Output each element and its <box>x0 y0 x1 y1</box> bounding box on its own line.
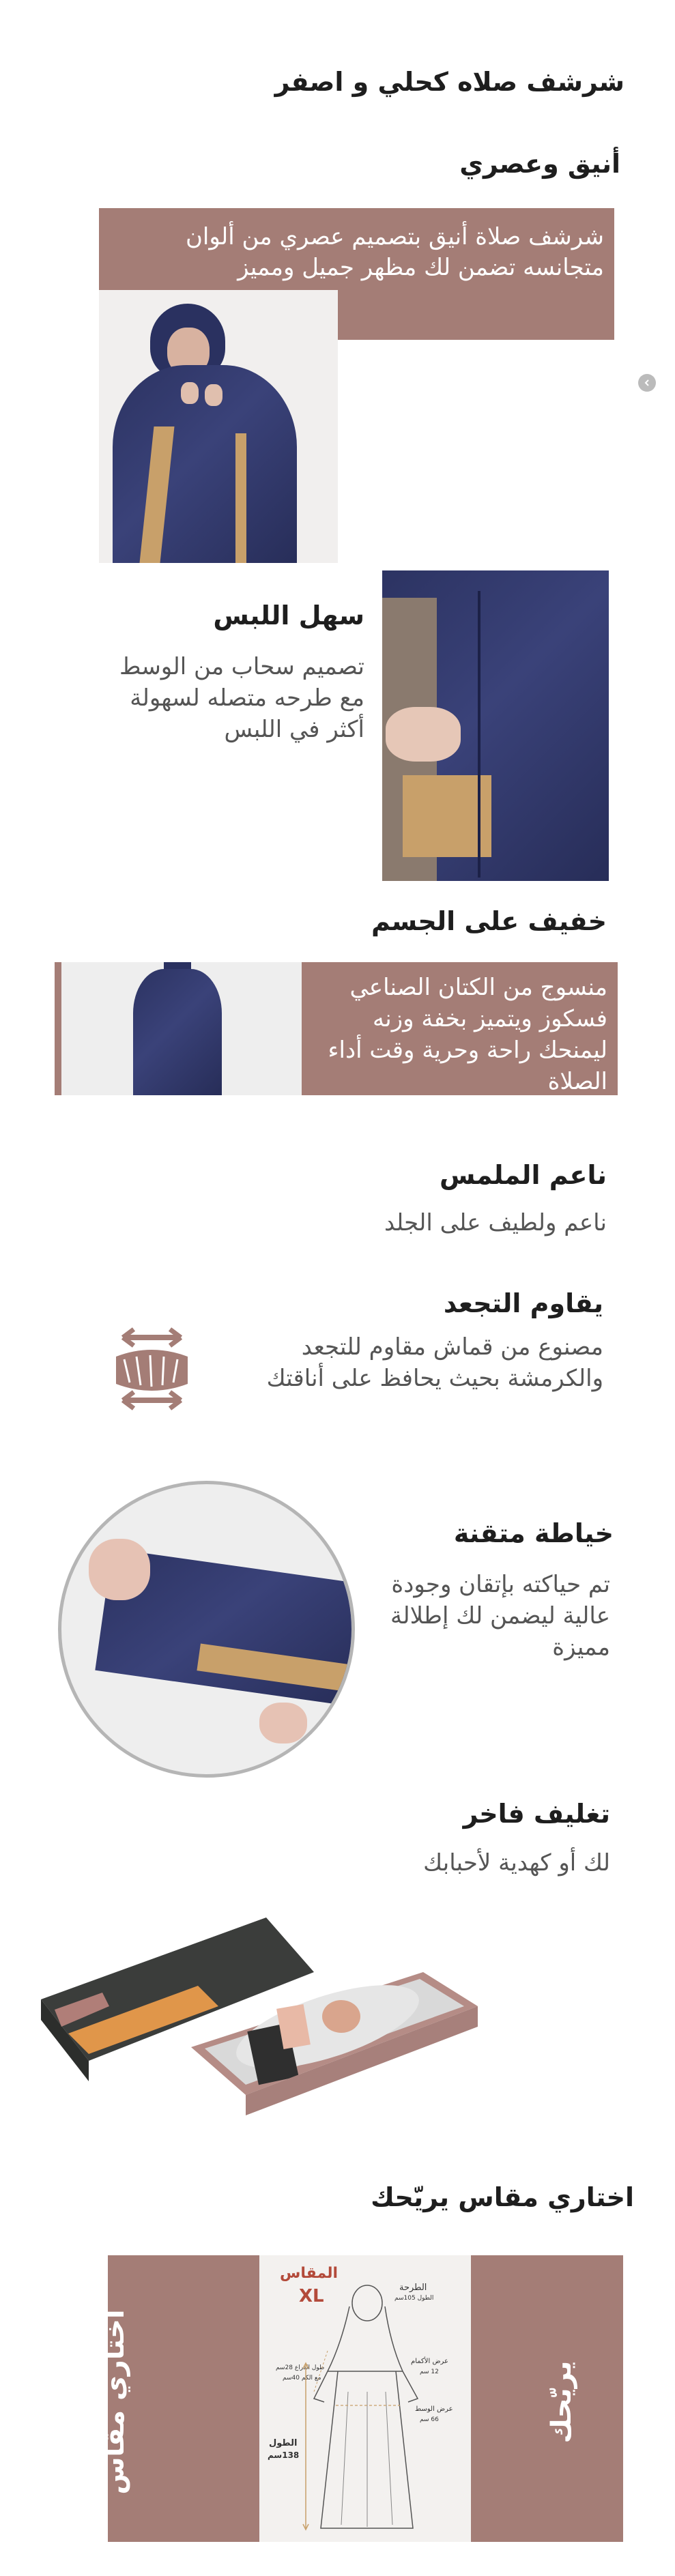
size-chart-arm-sub: مع الكم 40سم <box>283 2375 321 2382</box>
size-chart-length: الطول <box>269 2438 298 2448</box>
product-photo <box>382 570 609 881</box>
size-chart-shawl: الطرحة <box>399 2283 427 2293</box>
size-chart-length-val: 138سم <box>268 2450 300 2460</box>
size-chart-title: المقاس <box>280 2265 339 2282</box>
section-heading: ناعم الملمس <box>440 1160 607 1190</box>
size-chart-shawl-sub: الطول 105سم <box>394 2295 434 2302</box>
carousel-prev-button[interactable] <box>638 374 656 392</box>
gift-box-photo <box>41 1890 478 2118</box>
size-right-label: يريّحك <box>546 2360 577 2444</box>
page-title: شرشف صلاه كحلي و اصفر <box>274 67 624 97</box>
size-chart-sleeve-val: 12 سم <box>420 2369 439 2375</box>
size-chart <box>259 2255 471 2542</box>
chevron-left-icon <box>643 379 651 387</box>
section-text: منسوج من الكتان الصناعي فسكوز ويتميز بخفة وزنه ليمنحك راحة وحرية وقت أداء الصلاة <box>328 974 607 1095</box>
section-text: لك أو كهدية لأحبابك <box>423 1849 610 1877</box>
section-text: ناعم ولطيف على الجلد <box>384 1209 607 1236</box>
section-text: تصميم سحاب من الوسط مع طرحه متصله لسهولة أكثر في اللبس <box>119 653 364 743</box>
section-heading: خياطة متقنة <box>453 1518 614 1548</box>
section-heading: سهل اللبس <box>213 600 364 631</box>
section-text: تم حياكته بإتقان وجودة عالية ليضمن لك إطلالة مميزة <box>390 1571 610 1661</box>
size-chart-arm: طول الذراع 28سم <box>276 2364 325 2371</box>
section-heading: تغليف فاخر <box>463 1799 610 1829</box>
garment-sketch <box>300 2283 430 2538</box>
section-heading: اختاري مقاس يريّحك <box>371 2182 634 2212</box>
section-heading: خفيف على الجسم <box>371 906 607 936</box>
size-chart-size: XL <box>299 2286 324 2306</box>
size-chart-sleeve: عرض الأكمام <box>411 2358 449 2365</box>
size-chart-waist: عرض الوسط <box>415 2405 453 2413</box>
section-text: مصنوع من قماش مقاوم للتجعد والكرمشة بحيث يحافظ على أناقتك <box>266 1333 603 1392</box>
wrinkle-resistant-icon <box>109 1324 195 1419</box>
size-chart-waist-val: 66 سم <box>420 2416 439 2423</box>
section-heading: يقاوم التجعد <box>443 1288 603 1318</box>
section-text: شرشف صلاة أنيق بتصميم عصري من ألوان متجانسه تضمن لك مظهر جميل ومميز <box>185 223 604 281</box>
product-photo <box>99 290 338 563</box>
size-left-label: اختاري مقاس <box>99 2309 130 2495</box>
product-photo <box>61 962 302 1095</box>
section-heading: أنيق وعصري <box>459 149 620 179</box>
product-photo <box>58 1481 355 1778</box>
